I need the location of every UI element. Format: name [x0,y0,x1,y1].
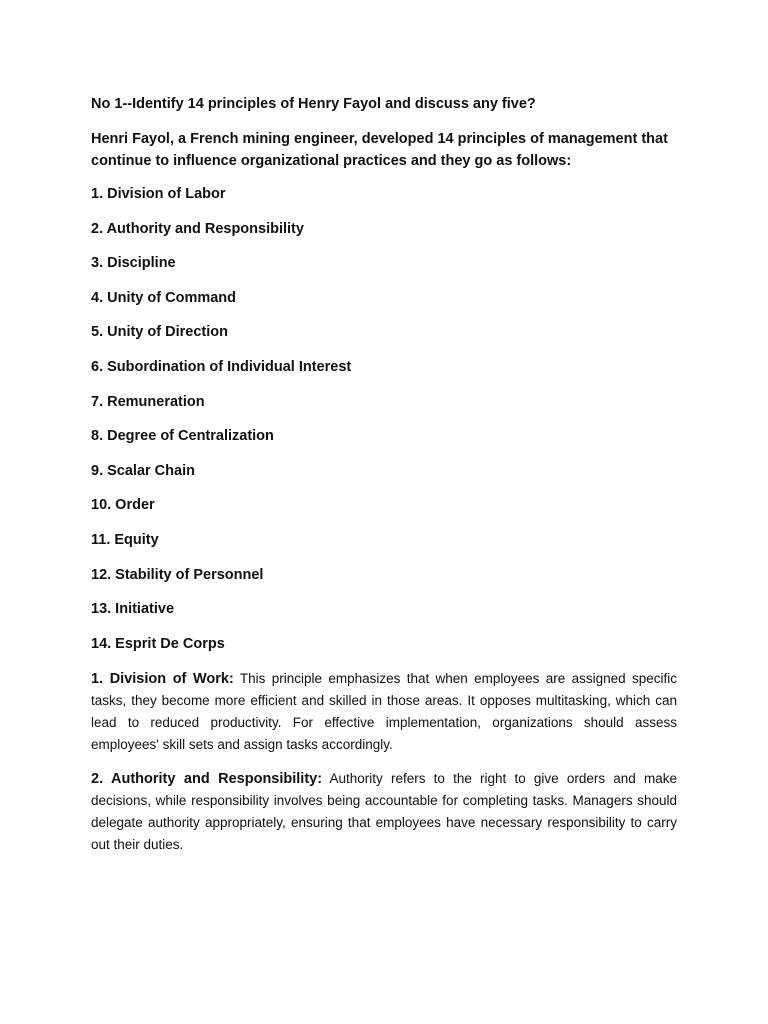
discussion-text: This principle emphasizes that when employees are assigned specific tasks, they become more efficient and skilled in those areas. It opposes multitasking, which can lead to reduced productivity. For effective implementation, organizations should assess employees' skill sets and assign tasks accordingly. [91,671,677,753]
principle-item: 7. Remuneration [91,393,205,410]
principle-item: 4. Unity of Command [91,289,237,306]
discussion-paragraph-division-of-work [91,668,677,756]
discussion-text: Authority refers to the right to give orders and make decisions, while responsibility involves being accountable for completing tasks. Managers should delegate authority appropriately, ensuring that employees have necessary responsibility to carry out their duties. [91,771,677,853]
principle-item: 9. Scalar Chain [91,462,195,479]
principle-item: 5. Unity of Direction [91,324,228,341]
principle-item: 8. Degree of Centralization [91,428,274,445]
question-heading: No 1--Identify 14 principles of Henry Fayol and discuss any five? [91,96,536,112]
principle-item: 2. Authority and Responsibility [91,220,304,237]
principle-item: 3. Discipline [91,255,176,272]
principle-item: 14. Esprit De Corps [91,635,225,652]
discussion-heading: 2. Authority and Responsibility: [91,771,323,788]
intro-paragraph: Henri Fayol, a French mining engineer, developed 14 principles of management that continue to influence organizational practices and they go as follows: [91,131,668,169]
principle-item: 10. Order [91,497,155,514]
principle-item: 11. Equity [91,531,159,548]
discussion-paragraph-authority [91,768,677,856]
principle-item: 1. Division of Labor [91,186,226,202]
document-page [91,94,677,868]
principles-list [91,184,677,668]
discussion-heading: 1. Division of Work: [91,671,234,688]
principle-item: 6. Subordination of Individual Interest [91,358,352,375]
principle-item: 13. Initiative [91,601,175,618]
principle-item: 12. Stability of Personnel [91,566,264,583]
